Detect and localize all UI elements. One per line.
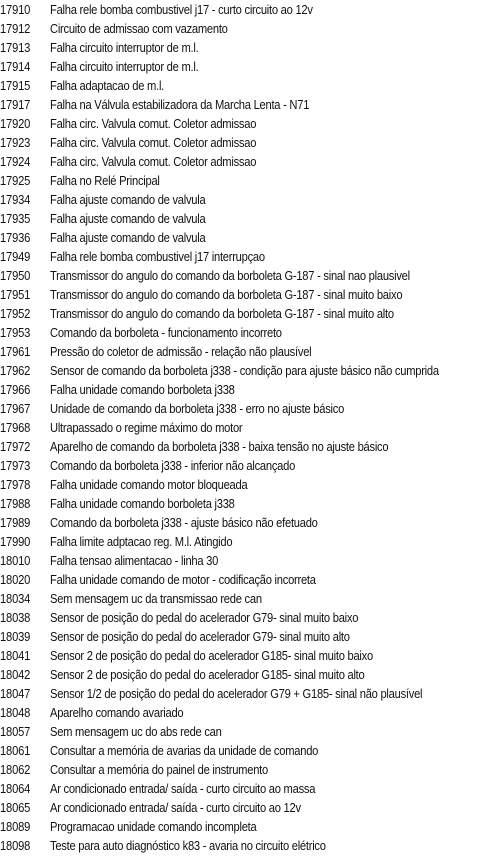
fault-description: Comando da borboleta - funcionamento incorreto — [50, 325, 282, 340]
fault-description: Falha rele bomba combustivel j17 interrupçao — [50, 249, 265, 264]
fault-code: 17990 — [0, 534, 31, 549]
fault-code: 17949 — [0, 249, 31, 264]
fault-description: Falha ajuste comando de valvula — [50, 230, 206, 245]
fault-description: Falha no Relé Principal — [50, 173, 160, 188]
fault-description: Falha circ. Valvula comut. Coletor admissao — [50, 116, 257, 131]
fault-code-row — [0, 114, 495, 133]
fault-description: Falha na Válvula estabilizadora da Marcha Lenta - N71 — [50, 97, 310, 112]
fault-code-row — [0, 532, 495, 551]
fault-description: Transmissor do angulo do comando da borboleta G-187 - sinal muito baixo — [50, 287, 403, 302]
fault-code: 18057 — [0, 724, 31, 739]
fault-description: Sensor 2 de posição do pedal do acelerador G185- sinal muito alto — [50, 667, 365, 682]
fault-code: 18089 — [0, 819, 31, 834]
fault-code: 17935 — [0, 211, 31, 226]
fault-description: Comando da borboleta j338 - ajuste básico não efetuado — [50, 515, 318, 530]
fault-code-row — [0, 513, 495, 532]
fault-code: 17924 — [0, 154, 31, 169]
fault-code-row — [0, 323, 495, 342]
fault-code-row — [0, 190, 495, 209]
fault-code-row — [0, 760, 495, 779]
fault-code: 17961 — [0, 344, 31, 359]
fault-description: Teste para auto diagnóstico k83 - avaria no circuito elétrico — [50, 838, 326, 853]
fault-description: Falha circ. Valvula comut. Coletor admissao — [50, 154, 257, 169]
fault-description: Consultar a memória do painel de instrumento — [50, 762, 268, 777]
fault-code-row — [0, 570, 495, 589]
fault-code-row — [0, 38, 495, 57]
fault-code-row — [0, 133, 495, 152]
fault-description: Falha adaptacao de m.l. — [50, 78, 165, 93]
fault-description: Transmissor do angulo do comando da borboleta G-187 - sinal nao plausivel — [50, 268, 410, 283]
fault-code-row — [0, 589, 495, 608]
fault-code: 17966 — [0, 382, 31, 397]
fault-code-row — [0, 76, 495, 95]
fault-code: 17920 — [0, 116, 31, 131]
fault-code-row — [0, 551, 495, 570]
fault-code: 18062 — [0, 762, 31, 777]
fault-description: Falha circuito interruptor de m.l. — [50, 59, 199, 74]
fault-code: 17914 — [0, 59, 31, 74]
fault-code-row — [0, 836, 495, 855]
fault-description: Sensor de posição do pedal do acelerador G79- sinal muito baixo — [50, 610, 359, 625]
fault-code: 18038 — [0, 610, 31, 625]
fault-code-row — [0, 380, 495, 399]
fault-code-row — [0, 19, 495, 38]
fault-code: 17912 — [0, 21, 31, 36]
fault-code: 18064 — [0, 781, 31, 796]
fault-code: 17973 — [0, 458, 31, 473]
fault-code: 17936 — [0, 230, 31, 245]
fault-code-row — [0, 285, 495, 304]
fault-code-row — [0, 741, 495, 760]
fault-code: 18034 — [0, 591, 31, 606]
fault-description: Falha tensao alimentacao - linha 30 — [50, 553, 219, 568]
fault-code: 17923 — [0, 135, 31, 150]
fault-description: Ultrapassado o regime máximo do motor — [50, 420, 243, 435]
fault-description: Falha limite adptacao reg. M.l. Atingido — [50, 534, 233, 549]
fault-code-row — [0, 703, 495, 722]
fault-description: Sensor de comando da borboleta j338 - condição para ajuste básico não cumprida — [50, 363, 439, 378]
fault-code-row — [0, 779, 495, 798]
fault-description: Unidade de comando da borboleta j338 - erro no ajuste básico — [50, 401, 345, 416]
fault-code-row — [0, 665, 495, 684]
fault-code-row — [0, 437, 495, 456]
fault-code: 17978 — [0, 477, 31, 492]
fault-description: Comando da borboleta j338 - inferior não alcançado — [50, 458, 296, 473]
fault-code-row — [0, 0, 495, 19]
fault-description: Sem mensagem uc da transmissao rede can — [50, 591, 262, 606]
fault-code: 17913 — [0, 40, 31, 55]
fault-code-row — [0, 418, 495, 437]
fault-code-row — [0, 494, 495, 513]
fault-code: 17950 — [0, 268, 31, 283]
fault-description: Falha unidade comando de motor - codificação incorreta — [50, 572, 316, 587]
fault-description: Consultar a memória de avarias da unidade de comando — [50, 743, 319, 758]
fault-code-row — [0, 798, 495, 817]
fault-code-row — [0, 171, 495, 190]
fault-code-row — [0, 228, 495, 247]
fault-code-row — [0, 304, 495, 323]
fault-description: Aparelho comando avariado — [50, 705, 184, 720]
fault-description: Ar condicionado entrada/ saída - curto circuito ao massa — [50, 781, 316, 796]
fault-code-row — [0, 361, 495, 380]
fault-code-row — [0, 817, 495, 836]
fault-code: 17989 — [0, 515, 31, 530]
fault-description: Transmissor do angulo do comando da borboleta G-187 - sinal muito alto — [50, 306, 394, 321]
fault-code: 18098 — [0, 838, 31, 853]
fault-code: 17952 — [0, 306, 31, 321]
fault-code-row — [0, 399, 495, 418]
fault-description: Circuito de admissao com vazamento — [50, 21, 228, 36]
fault-code-row — [0, 266, 495, 285]
fault-description: Falha unidade comando motor bloqueada — [50, 477, 248, 492]
fault-code-row — [0, 95, 495, 114]
fault-code-row — [0, 684, 495, 703]
fault-code: 18047 — [0, 686, 31, 701]
fault-description: Falha ajuste comando de valvula — [50, 192, 206, 207]
fault-code: 18039 — [0, 629, 31, 644]
fault-description: Sem mensagem uc do abs rede can — [50, 724, 222, 739]
fault-description: Falha circuito interruptor de m.l. — [50, 40, 199, 55]
fault-code: 18048 — [0, 705, 31, 720]
fault-code-row — [0, 57, 495, 76]
fault-code-row — [0, 627, 495, 646]
fault-code: 17953 — [0, 325, 31, 340]
fault-description: Falha circ. Valvula comut. Coletor admissao — [50, 135, 257, 150]
fault-code: 17972 — [0, 439, 31, 454]
fault-code: 17967 — [0, 401, 31, 416]
fault-description: Falha rele bomba combustivel j17 - curto circuito ao 12v — [50, 2, 313, 17]
fault-code-row — [0, 475, 495, 494]
fault-code: 18041 — [0, 648, 31, 663]
fault-code-row — [0, 646, 495, 665]
fault-description: Programacao unidade comando incompleta — [50, 819, 257, 834]
fault-code-row — [0, 456, 495, 475]
fault-code: 18061 — [0, 743, 31, 758]
fault-code: 17915 — [0, 78, 31, 93]
fault-description: Falha unidade comando borboleta j338 — [50, 382, 235, 397]
fault-description: Falha unidade comando borboleta j338 — [50, 496, 235, 511]
fault-code: 18065 — [0, 800, 31, 815]
fault-code: 18010 — [0, 553, 31, 568]
fault-code: 17925 — [0, 173, 31, 188]
fault-code-row — [0, 247, 495, 266]
fault-code: 18020 — [0, 572, 31, 587]
fault-code: 17988 — [0, 496, 31, 511]
fault-code: 17968 — [0, 420, 31, 435]
fault-description: Sensor de posição do pedal do acelerador G79- sinal muito alto — [50, 629, 350, 644]
fault-code: 18042 — [0, 667, 31, 682]
fault-code: 17917 — [0, 97, 31, 112]
fault-code-row — [0, 152, 495, 171]
fault-code: 17962 — [0, 363, 31, 378]
fault-code: 17951 — [0, 287, 31, 302]
fault-code-row — [0, 209, 495, 228]
fault-description: Falha ajuste comando de valvula — [50, 211, 206, 226]
fault-description: Sensor 2 de posição do pedal do acelerador G185- sinal muito baixo — [50, 648, 373, 663]
fault-description: Pressão do coletor de admissão - relação não plausível — [50, 344, 312, 359]
fault-code-row — [0, 722, 495, 741]
fault-description: Sensor 1/2 de posição do pedal do acelerador G79 + G185- sinal não plausível — [50, 686, 423, 701]
fault-code-row — [0, 608, 495, 627]
fault-code: 17910 — [0, 2, 31, 17]
fault-code-row — [0, 342, 495, 361]
fault-description: Aparelho de comando da borboleta j338 - baixa tensão no ajuste básico — [50, 439, 389, 454]
fault-description: Ar condicionado entrada/ saída - curto circuito ao 12v — [50, 800, 301, 815]
fault-code: 17934 — [0, 192, 31, 207]
